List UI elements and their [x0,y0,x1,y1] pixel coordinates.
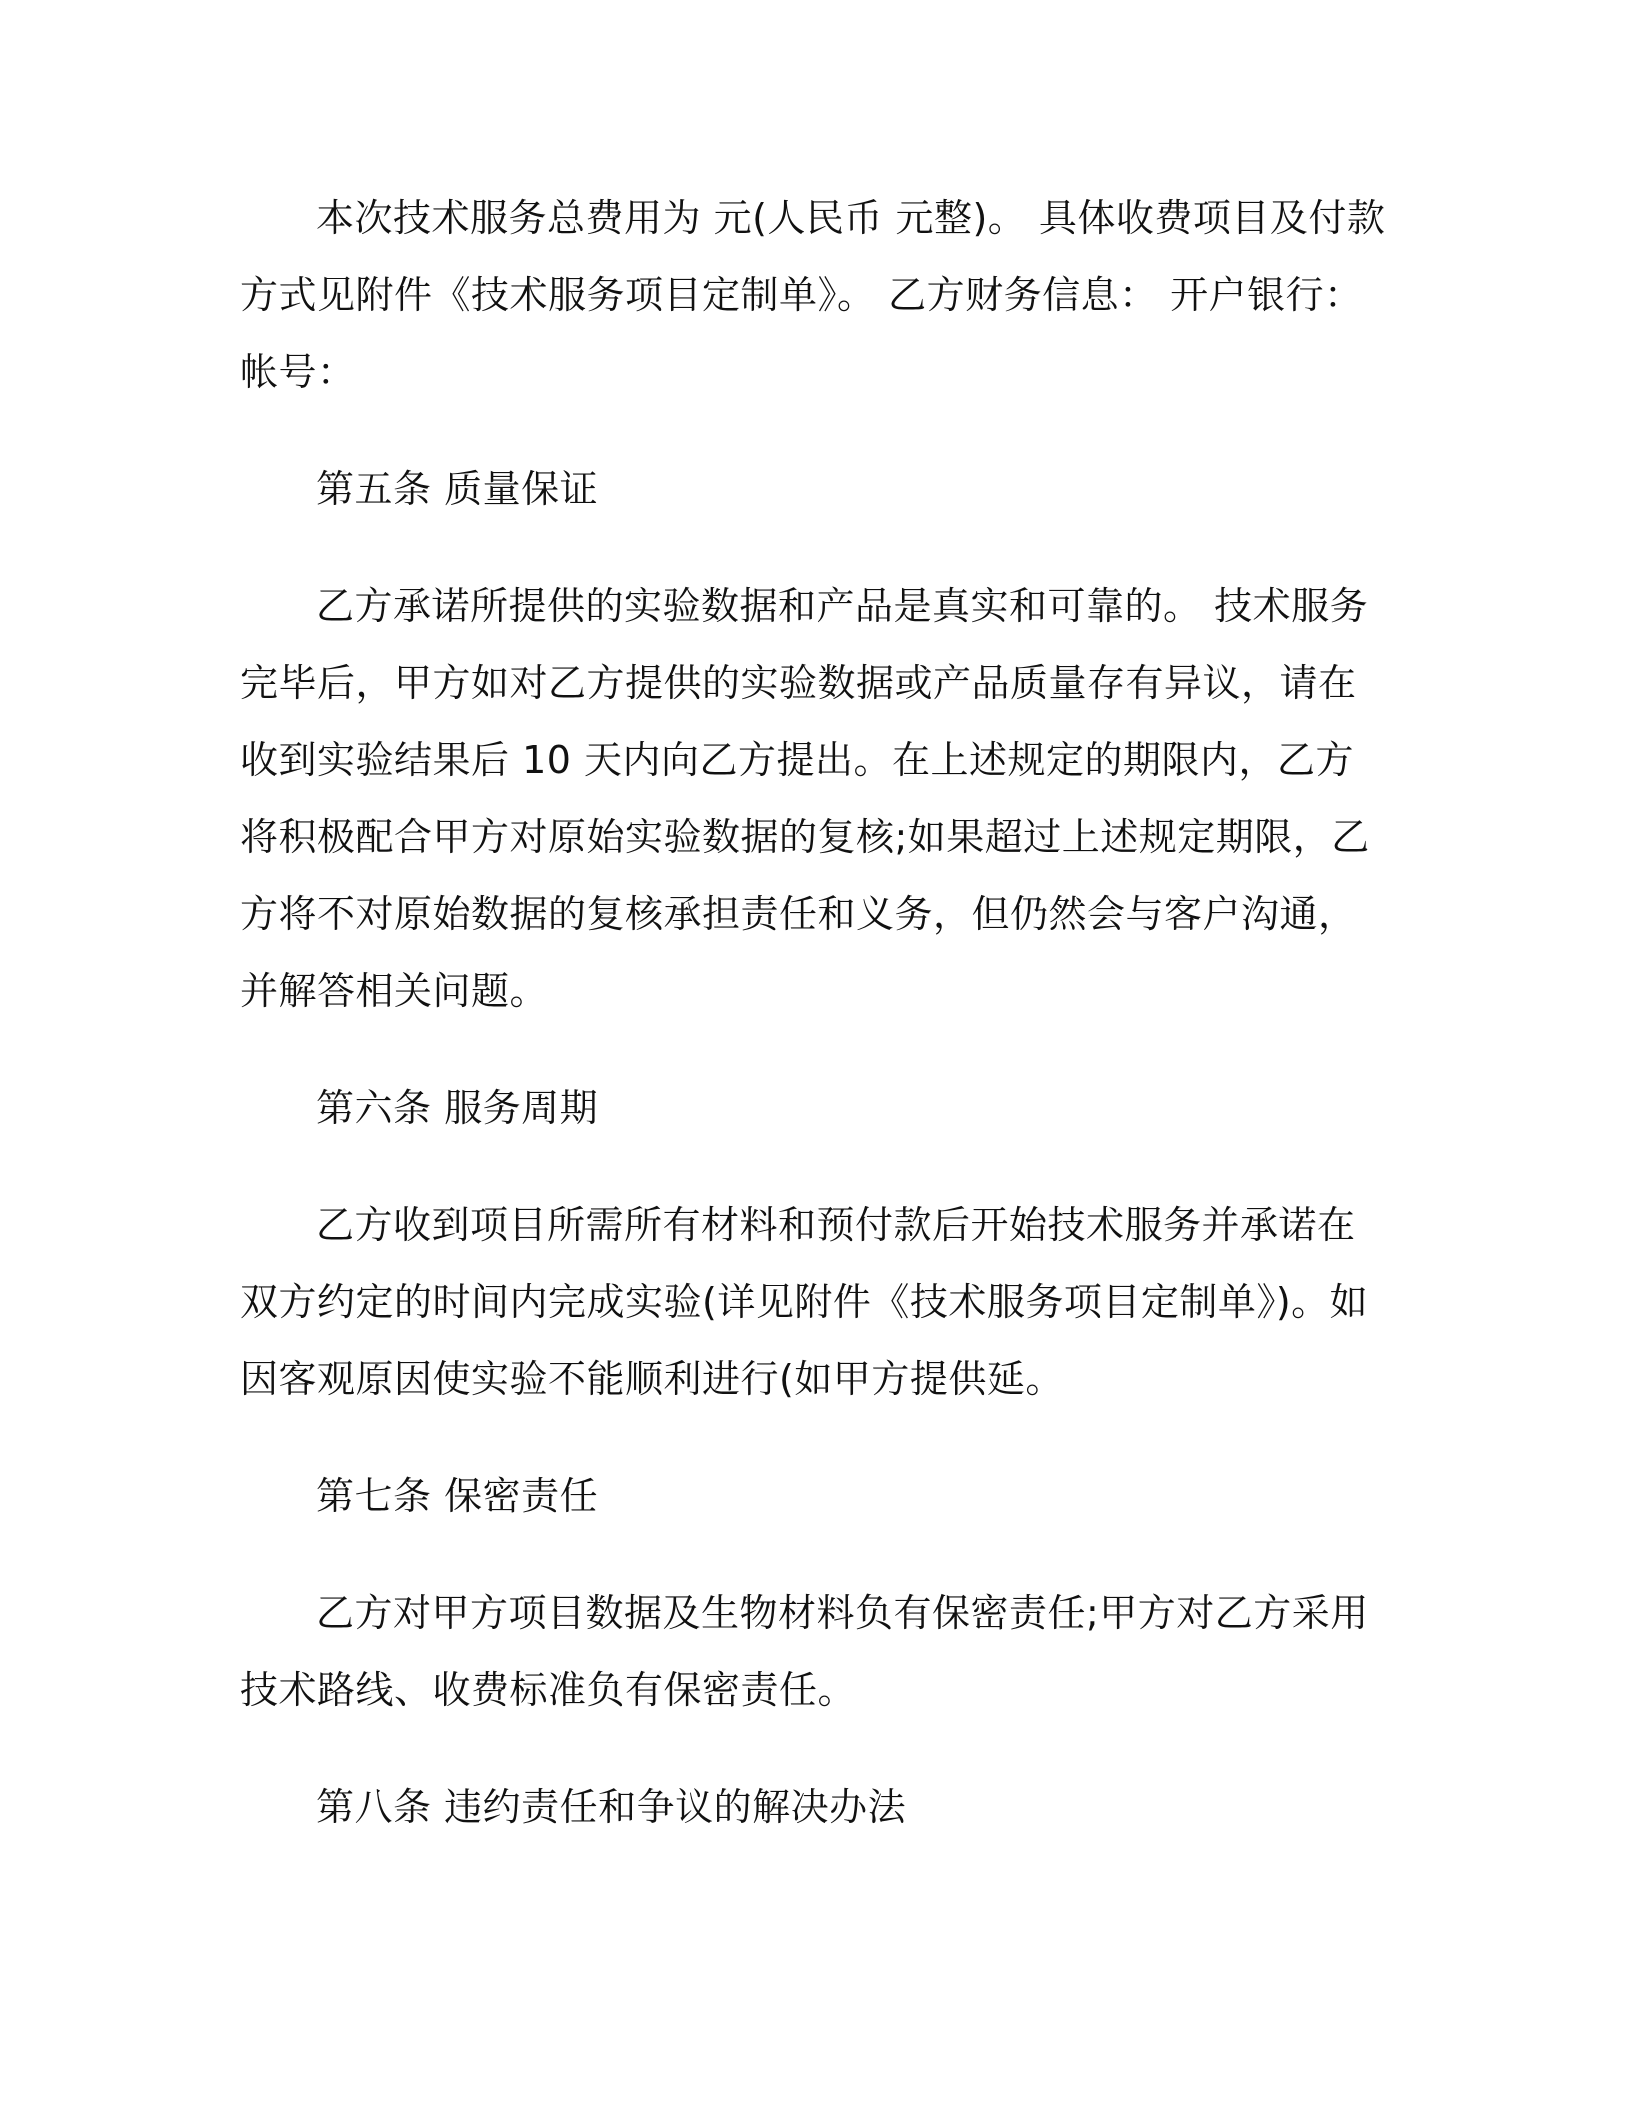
paragraph-confidentiality: 乙方对甲方项目数据及生物材料负有保密责任;甲方对乙方采用技术路线、收费标准负有保密责任。 [240,1591,1369,1712]
paragraph-service-period: 乙方收到项目所需所有材料和预付款后开始技术服务并承诺在双方约定的时间内完成实验(详见附件《技术服务项目定制单》)。如因客观原因使实验不能顺利进行(如甲方提供延。 [240,1203,1369,1401]
heading-article-7: 第七条 保密责任 [316,1474,599,1518]
paragraph-quality: 乙方承诺所提供的实验数据和产品是真实和可靠的。 技术服务完毕后，甲方如对乙方提供的实验数据或产品质量存有异议，请在收到实验结果后 10 天内向乙方提出。在上述规定的期限内，乙方将积极配合甲方对原始实验数据的复核;如果超过上述规定期限，乙方将不对原始数据的复核承担责任和义务，但仍然会与客户沟通，并解答相关问题。 [240,584,1370,1013]
heading-article-8: 第八条 违约责任和争议的解决办法 [316,1785,907,1829]
paragraph-fees: 本次技术服务总费用为 元(人民币 元整)。 具体收费项目及付款方式见附件《技术服务项目定制单》。 乙方财务信息： 开户银行： 帐号： [240,196,1386,394]
heading-article-6: 第六条 服务周期 [316,1086,599,1130]
document-body [240,180,1390,1886]
heading-article-5: 第五条 质量保证 [316,467,599,511]
